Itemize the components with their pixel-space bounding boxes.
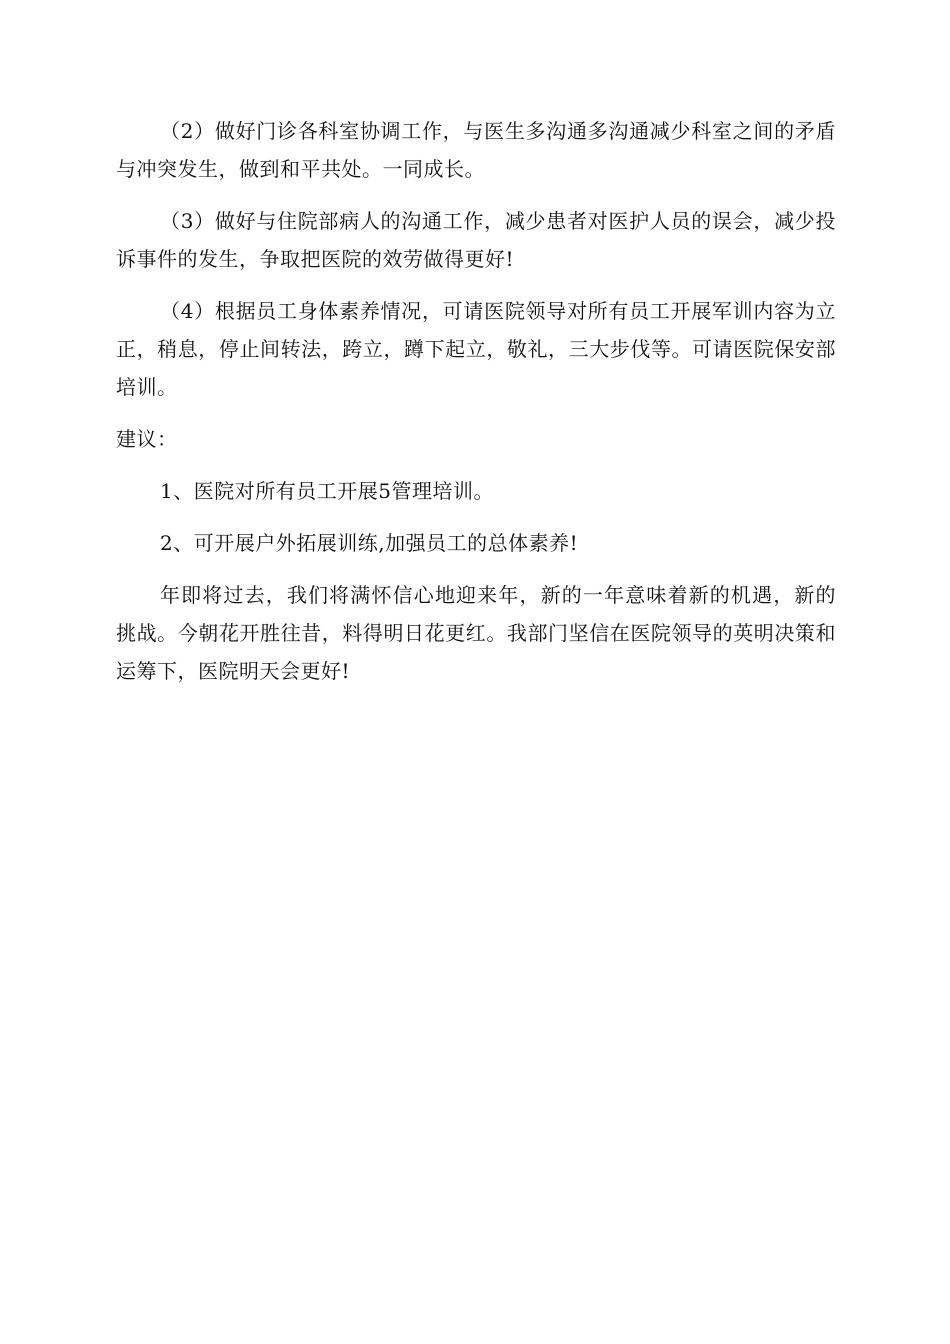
suggestion-item-1: 1、医院对所有员工开展5管理培训。 (160, 479, 494, 503)
suggestions-heading: 建议： (116, 427, 178, 451)
document-body (116, 112, 836, 690)
paragraph-item-4: （4）根据员工身体素养情况，可请医院领导对所有员工开展军训内容为立正，稍息，停止间转法，跨立，蹲下起立，敬礼，三大步伐等。可请医院保安部培训。 (116, 299, 836, 399)
closing-paragraph: 年即将过去，我们将满怀信心地迎来年，新的一年意味着新的机遇，新的挑战。今朝花开胜往昔，料得明日花更红。我部门坚信在医院领导的英明决策和运筹下，医院明天会更好! (116, 583, 836, 683)
paragraph-item-2: （2）做好门诊各科室协调工作，与医生多沟通多沟通减少科室之间的矛盾与冲突发生，做到和平共处。一同成长。 (116, 119, 836, 181)
paragraph-item-3: （3）做好与住院部病人的沟通工作，减少患者对医护人员的误会，减少投诉事件的发生，争取把医院的效劳做得更好! (116, 209, 836, 271)
suggestion-item-2: 2、可开展户外拓展训练,加强员工的总体素养! (160, 531, 579, 555)
